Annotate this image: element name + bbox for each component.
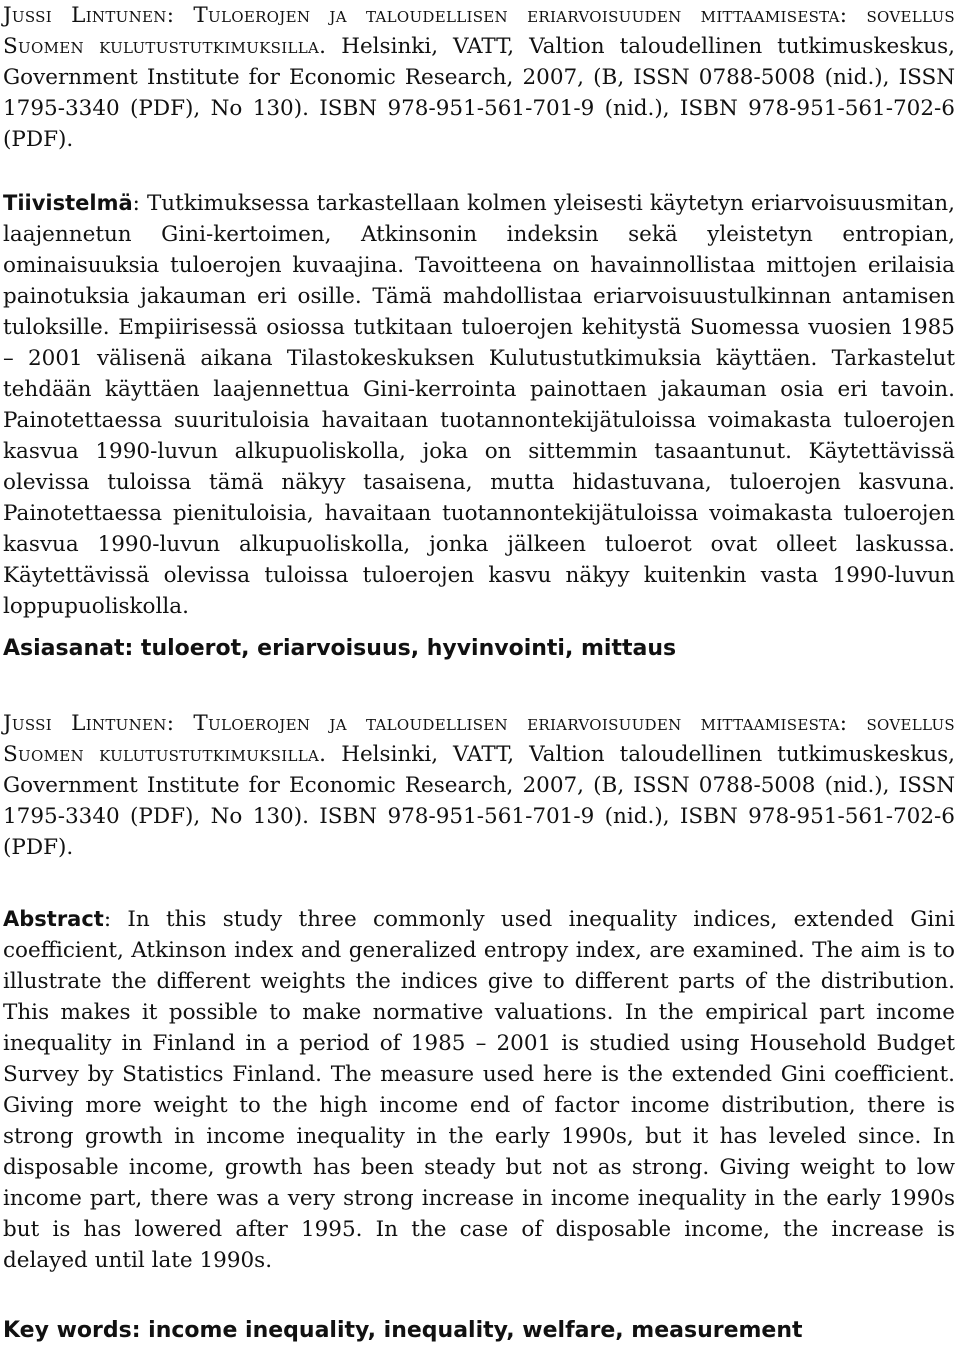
english-author-title: Jussi Lintunen: Tuloerojen ja taloudellisen eriarvoisuuden mittaamisesta: sovellus Suomen kulutustutkimuksilla. [3,711,955,767]
english-abstract-label: Abstract [3,907,104,931]
finnish-author-title: Jussi Lintunen: Tuloerojen ja taloudellisen eriarvoisuuden mittaamisesta: sovellus Suomen kulutustutkimuksilla. [3,3,955,59]
finnish-abstract [3,188,955,622]
english-publication-details: Helsinki, VATT, Valtion taloudellinen tutkimuskeskus, Government Institute for Economic Research, 2007, (B, ISSN 0788-5008 (nid.), ISSN 1795-3340 (PDF), No 130). ISBN 978-951-561-701-9 (nid.), ISBN 978-951-561-702-6 (PDF). [3,742,955,860]
english-abstract [3,904,955,1276]
english-bibliographic-entry [3,708,955,863]
finnish-abstract-label: Tiivistelmä [3,191,133,215]
english-abstract-text: : In this study three commonly used inequality indices, extended Gini coefficient, Atkinson index and generalized entropy index, are examined. The aim is to illustrate the different weights the indices give to different parts of the distribution. This makes it possible to make normative valuations. In the empirical part income inequality in Finland in a period of 1985 – 2001 is studied using Household Budget Survey by Statistics Finland. The measure used here is the extended Gini coefficient. Giving more weight to the high income end of factor income distribution, there is strong growth in income inequality in the early 1990s, but it has leveled since. In disposable income, growth has been steady but not as strong. Giving weight to low income part, there was a very strong increase in income inequality in the early 1990s but is has lowered after 1995. In the case of disposable income, the increase is delayed until late 1990s. [3,907,955,1273]
english-keywords: Key words: income inequality, inequality, welfare, measurement [3,1318,803,1343]
finnish-abstract-text: : Tutkimuksessa tarkastellaan kolmen yleisesti käytetyn eriarvoisuusmitan, laajennetun Gini-kertoimen, Atkinsonin indeksin sekä yleistetyn entropian, ominaisuuksia tuloerojen kuvaajina. Tavoitteena on havainnollistaa mittojen erilaisia painotuksia jakauman eri osille. Tämä mahdollistaa eriarvoisuustulkinnan antamisen tuloksille. Empiirisessä osiossa tutkitaan tuloerojen kehitystä Suomessa vuosien 1985 – 2001 välisenä aikana Tilastokeskuksen Kulutustutkimuksia käyttäen. Tarkastelut tehdään käyttäen laajennettua Gini-kerrointa painottaen jakauman osia eri tavoin. Painotettaessa suurituloisia havaitaan tuotannontekijätuloissa voimakasta tuloerojen kasvua 1990-luvun alkupuoliskolla, joka on sittemmin tasaantunut. Käytettävissä olevissa tuloissa tämä näkyy tasaisena, mutta hidastuvana, tuloerojen kasvuna. Painotettaessa pienituloisia, havaitaan tuotannontekijätuloissa voimakasta tuloerojen kasvua 1990-luvun alkupuoliskolla, jonka jälkeen tuloerot ovat olleet laskussa. Käytettävissä olevissa tuloissa tuloerojen kasvu näkyy kuitenkin vasta 1990-luvun loppupuoliskolla. [3,191,955,619]
finnish-keywords: Asiasanat: tuloerot, eriarvoisuus, hyvinvointi, mittaus [3,636,677,661]
finnish-bibliographic-entry [3,0,955,155]
finnish-publication-details: Helsinki, VATT, Valtion taloudellinen tutkimuskeskus, Government Institute for Economic Research, 2007, (B, ISSN 0788-5008 (nid.), ISSN 1795-3340 (PDF), No 130). ISBN 978-951-561-701-9 (nid.), ISBN 978-951-561-702-6 (PDF). [3,34,955,152]
